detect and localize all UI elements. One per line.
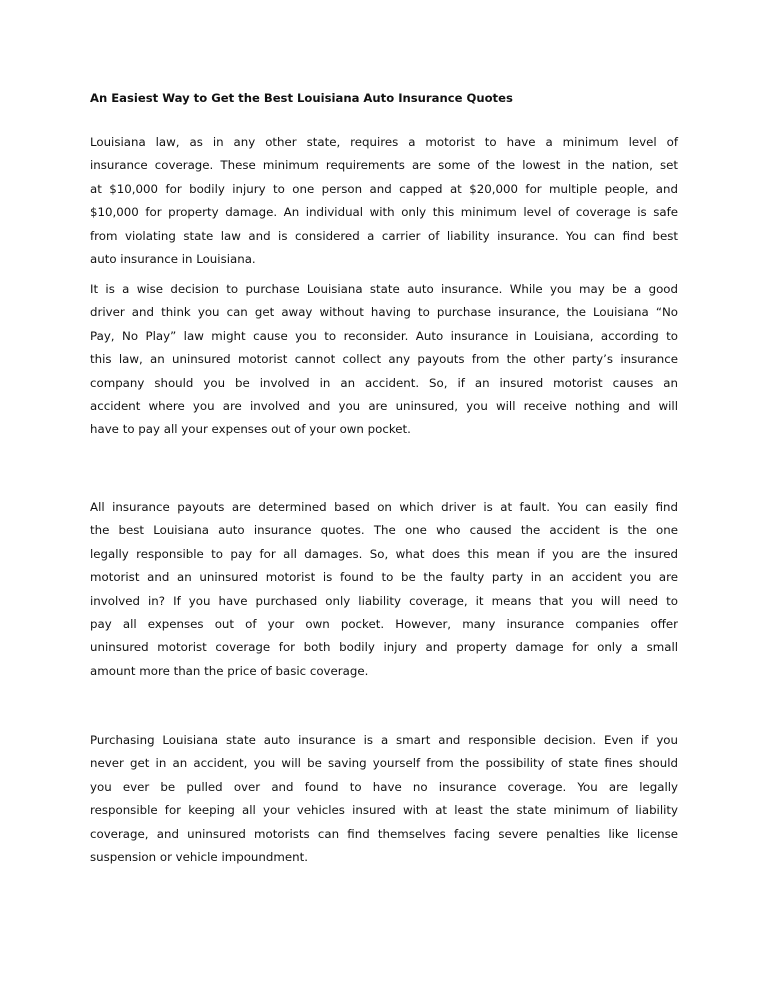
text-line: the best Louisiana auto insurance quotes. The one who caused the accident is the one [90, 523, 678, 538]
text-line: accident where you are involved and you are uninsured, you will receive nothing and will [90, 398, 678, 413]
document-title: An Easiest Way to Get the Best Louisiana Auto Insurance Quotes [90, 91, 513, 105]
text-line: company should you be involved in an accident. So, if an insured motorist causes an [90, 375, 678, 390]
text-line: never get in an accident, you will be saving yourself from the possibility of state fines should [90, 756, 678, 771]
text-line: responsible for keeping all your vehicles insured with at least the state minimum of liability [90, 803, 678, 818]
text-line: motorist and an uninsured motorist is found to be the faulty party in an accident you are [90, 570, 678, 585]
text-line: you ever be pulled over and found to have no insurance coverage. You are legally [90, 779, 678, 794]
text-line: All insurance payouts are determined based on which driver is at fault. You can easily find [90, 500, 678, 514]
text-line: Purchasing Louisiana state auto insurance is a smart and responsible decision. Even if you [90, 733, 678, 747]
text-line: It is a wise decision to purchase Louisiana state auto insurance. While you may be a good [90, 282, 678, 296]
paragraph-responsible-decision [90, 729, 678, 869]
text-line: legally responsible to pay for all damages. So, what does this mean if you are the insured [90, 546, 678, 561]
text-line: driver and think you can get away without having to purchase insurance, the Louisiana “No [90, 305, 678, 320]
text-line: this law, an uninsured motorist cannot collect any payouts from the other party’s insurance [90, 352, 678, 367]
text-line: uninsured motorist coverage for both bodily injury and property damage for only a small [90, 640, 678, 655]
text-line: auto insurance in Louisiana. [90, 251, 256, 266]
text-line: suspension or vehicle impoundment. [90, 849, 308, 864]
text-line: pay all expenses out of your own pocket. However, many insurance companies offer [90, 616, 678, 631]
text-line: $10,000 for property damage. An individual with only this minimum level of coverage is safe [90, 205, 678, 220]
paragraph-no-pay-no-play [90, 278, 678, 442]
text-line: involved in? If you have purchased only liability coverage, it means that you will need to [90, 593, 678, 608]
text-line: Pay, No Play” law might cause you to reconsider. Auto insurance in Louisiana, according to [90, 328, 678, 343]
paragraph-minimum-coverage [90, 131, 678, 271]
text-line: Louisiana law, as in any other state, requires a motorist to have a minimum level of [90, 135, 678, 149]
text-line: at $10,000 for bodily injury to one person and capped at $20,000 for multiple people, and [90, 181, 678, 196]
text-line: coverage, and uninsured motorists can find themselves facing severe penalties like license [90, 826, 678, 841]
text-line: insurance coverage. These minimum requirements are some of the lowest in the nation, set [90, 158, 678, 173]
text-line: from violating state law and is considered a carrier of liability insurance. You can find best [90, 228, 678, 243]
text-line: have to pay all your expenses out of your own pocket. [90, 422, 411, 437]
paragraph-fault-payouts [90, 496, 678, 683]
text-line: amount more than the price of basic coverage. [90, 663, 369, 678]
